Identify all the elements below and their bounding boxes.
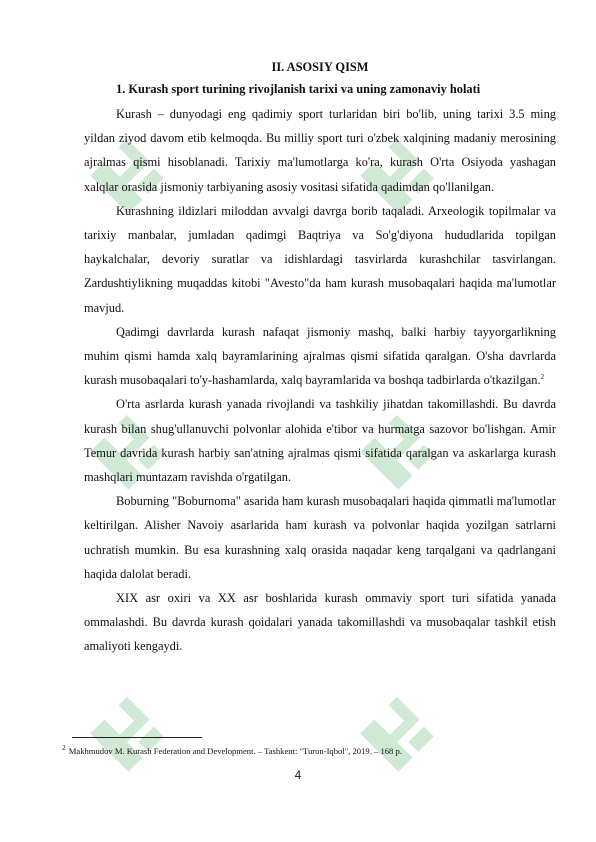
- paragraph: Kurash – dunyodagi eng qadimiy sport turlaridan biri bo'lib, uning tarixi 3.5 ming yildan ziyod davom etib kelmoqda. Bu milliy sport turi o'zbek xalqining madaniy merosining ajralmas qismi hisoblanadi. Tarixiy ma'lumotlarga ko'ra, kurash O'rta Osiyoda yashagan xalqlar orasida jismoniy tarbiyaning asosiy vositasi sifatida qadimdan qo'llanilgan.: [84, 107, 556, 194]
- footnote-reference[interactable]: 2: [540, 373, 545, 382]
- body-text: [84, 102, 556, 659]
- footnote-text: Makhmudov M. Kurash Federation and Development. – Tashkent: "Turon-Iqbol", 2019. – 168 p.: [68, 745, 402, 756]
- paragraph: Boburning "Boburnoma" asarida ham kurash musobaqalari haqida qimmatli ma'lumotlar keltirilgan. Alisher Navoiy asarlarida ham kurash va polvonlar haqida yozilgan satrlarni uchratish mumkin. Bu esa kurashning xalq orasida naqadar keng tarqalgani va qadrlangani haqida dalolat beradi.: [84, 494, 556, 581]
- paragraph: Kurashning ildizlari miloddan avvalgi davrga borib taqaladi. Arxeologik topilmalar va tarixiy manbalar, jumladan qadimgi Baqtriya va So'g'diyona hududlarida topilgan haykalchalar, devoriy suratlar va idishlardagi tasvirlarda kurashchilar tasvirlangan. Zardushtiylikning muqaddas kitobi "Avesto"da ham kurash musobaqalari haqida ma'lumotlar mavjud.: [84, 203, 556, 315]
- footnote: [62, 742, 562, 757]
- paragraph-text: Qadimgi davrlarda kurash nafaqat jismoniy mashq, balki harbiy tayyorgarlikning muhim qismi hamda xalq bayramlarining ajralmas qismi sifatida qaralgan. O'sha davrlarda kurash musobaqalari to'y-hashamlarda, xalq bayramlarida va boshqa tadbirlarda o'tkazilgan.: [84, 324, 556, 388]
- footnote-divider: [72, 737, 202, 738]
- subsection-title: 1. Kurash sport turining rivojlanish tarixi va uning zamonaviy holati: [116, 82, 481, 96]
- section-title: II. ASOSIY QISM: [271, 60, 369, 74]
- footnote-mark: 2: [62, 743, 66, 752]
- page-number: 4: [294, 770, 302, 782]
- paragraph: O'rta asrlarda kurash yanada rivojlandi va tashkiliy jihatdan takomillashdi. Bu davrda kurash bilan shug'ullanuvchi polvonlar alohida e'tibor va hurmatga sazovor bo'lishgan. Amir Temur davrida kurash harbiy san'atning ajralmas qismi sifatida qaralgan va askarlarga kurash mashqlari muntazam ravishda o'rgatilgan.: [84, 397, 556, 485]
- paragraph: [84, 320, 556, 393]
- paragraph: XIX asr oxiri va XX asr boshlarida kurash ommaviy sport turi sifatida yanada ommalashdi. Bu davrda kurash qoidalari yanada takomillashdi va musobaqalar tashkil etish amaliyoti kengaydi.: [84, 591, 556, 654]
